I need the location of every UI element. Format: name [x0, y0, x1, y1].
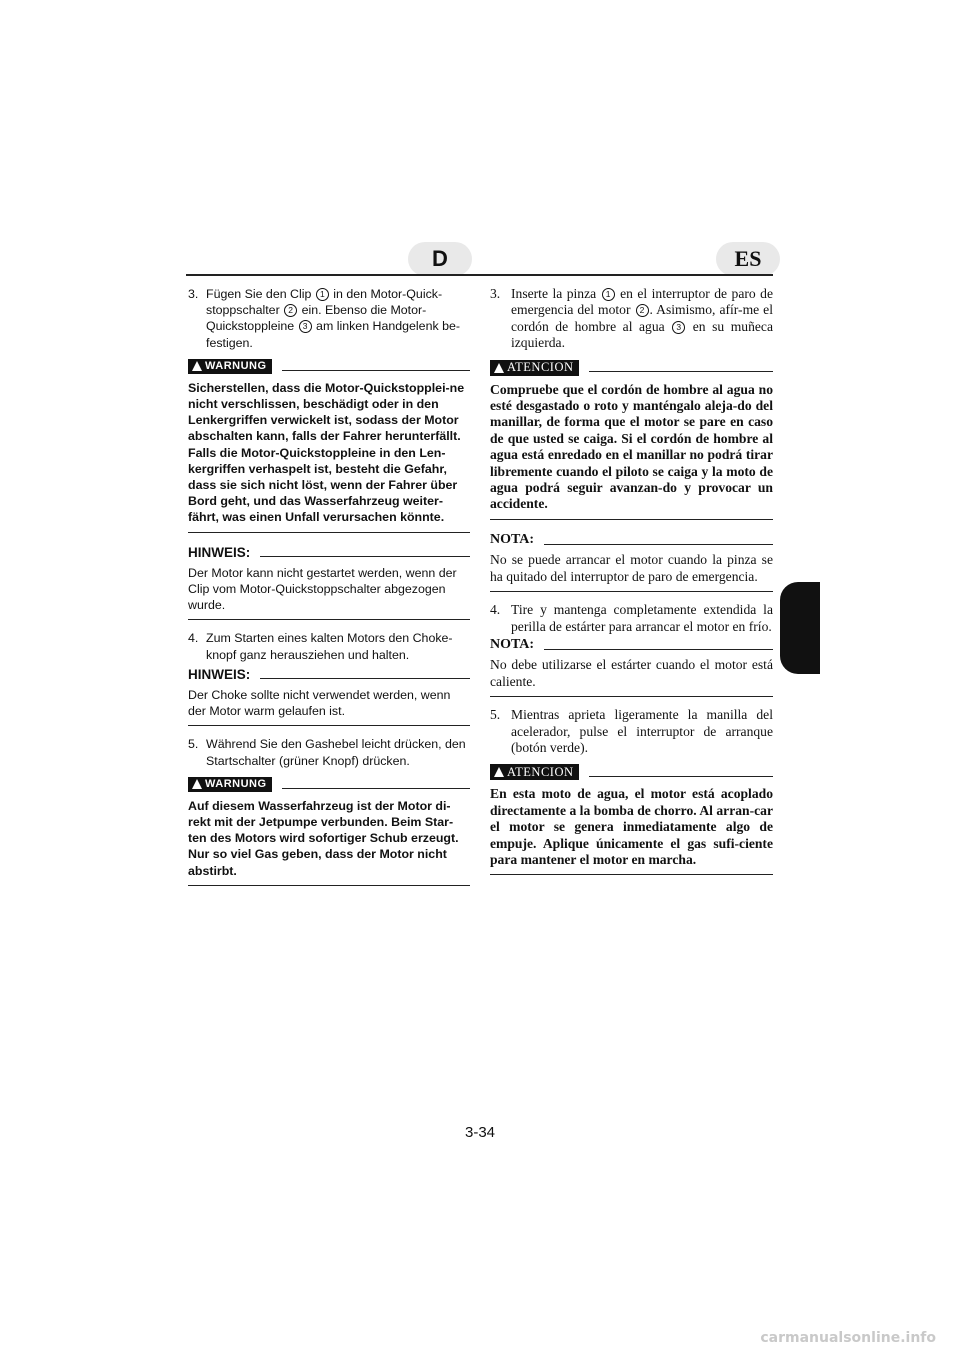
chapter-tab [780, 582, 820, 674]
warning-text: Auf diesem Wasserfahrzeug ist der Motor di-rekt mit der Jetpumpe verbunden. Beim Star-ten des Motors wird sofortiger Schub erzeugt. Nur so viel Gas geben, dass der Motor nicht abstirbt. [188, 798, 470, 886]
language-badge-spanish: ES [716, 242, 780, 276]
callout-2: 2 [284, 304, 297, 317]
warning-rule [589, 776, 774, 777]
page-number: 3-34 [464, 1124, 496, 1141]
warning-badge: ATENCION [490, 360, 579, 376]
warning-header [490, 764, 773, 780]
warning-badge: WARNUNG [188, 777, 272, 792]
warning-badge: WARNUNG [188, 359, 272, 374]
warning-triangle-icon [192, 361, 202, 371]
callout-2: 2 [636, 304, 649, 317]
warning-text: Compruebe que el cordón de hombre al agua no esté desgastado o roto y manténgalo aleja-do del manillar, de forma que el motor se pare en caso de que usted se caiga. Si el cordón de hombre al agua está enredado en el manillar no podrá tirar libremente cuando el piloto se caiga y la moto de agua podrá seguir avanzan-do y provocar un accidente. [490, 382, 773, 520]
step-4: 4. Tire y mantenga completamente extendida la perilla de estárter para arrancar el motor en frío. [490, 602, 773, 634]
note-header: NOTA: [490, 637, 773, 653]
step-5: 5. Mientras aprieta ligeramente la manilla del acelerador, pulse el interruptor de arranque (botón verde). [490, 707, 773, 755]
step-3: 3. Inserte la pinza 1 en el interruptor de paro de emergencia del motor 2 . Asimismo, afír-me el cordón de hombre al agua 3 en su muñeca izquierda. [490, 286, 773, 351]
callout-3: 3 [299, 320, 312, 333]
watermark: carmanualsonline.info [760, 1330, 936, 1346]
language-badge-german: D [408, 242, 472, 276]
warning-header [188, 359, 470, 374]
callout-1: 1 [602, 288, 615, 301]
german-column [188, 286, 470, 886]
warning-triangle-icon [494, 767, 504, 777]
note-text: Der Motor kann nicht gestartet werden, wenn der Clip vom Motor-Quickstoppschalter abgezogen wurde. [188, 565, 470, 621]
note-rule [544, 649, 773, 650]
step-3: 3. Fügen Sie den Clip 1 in den Motor-Quick-stoppschalter 2 ein. Ebenso die Motor-Quickstoppleine 3 am linken Handgelenk be-festigen. [188, 287, 461, 350]
warning-text: Sicherstellen, dass die Motor-Quickstopplei-ne nicht verschlissen, beschädigt oder in den Lenkergriffen verwickelt ist, sodass der Motor abschalten kann, falls der Fahrer herunterfällt. Falls die Motor-Quickstoppleine in den Len-kergriffen verhaspelt ist, besteht die Gefahr, dass sie sich nicht löst, wenn der Fahrer über Bord geht, und das Wasserfahrzeug weiter-fährt, was einen Unfall verursachen könnte. [188, 380, 470, 533]
warning-text: En esta moto de agua, el motor está acoplado directamente a la bomba de chorro. Al arran-car el motor se genera inmediatamente algo de empuje. Aplique únicamente el gas sufi-ciente para mantener el motor en marcha. [490, 786, 773, 875]
note-text: No debe utilizarse el estárter cuando el motor está caliente. [490, 657, 773, 697]
warning-rule [282, 370, 470, 371]
note-header: HINWEIS: [188, 545, 470, 561]
warning-rule [589, 371, 774, 372]
note-text: Der Choke sollte nicht verwendet werden, wenn der Motor warm gelaufen ist. [188, 687, 470, 726]
callout-1: 1 [316, 288, 329, 301]
note-rule [260, 678, 470, 679]
note-rule [260, 556, 470, 557]
note-rule [544, 544, 773, 545]
step-4: 4. Zum Starten eines kalten Motors den Choke-knopf ganz herausziehen und halten. [188, 631, 453, 662]
spanish-column [490, 286, 773, 875]
warning-header [188, 777, 470, 792]
warning-badge: ATENCION [490, 764, 579, 780]
callout-3: 3 [672, 321, 685, 334]
warning-header [490, 360, 773, 376]
warning-triangle-icon [494, 363, 504, 373]
warning-rule [282, 788, 470, 789]
warning-triangle-icon [192, 779, 202, 789]
step-5: 5. Während Sie den Gashebel leicht drücken, den Startschalter (grüner Knopf) drücken. [188, 737, 466, 768]
note-header: HINWEIS: [188, 667, 470, 683]
note-header: NOTA: [490, 532, 773, 548]
header-rule [186, 274, 773, 276]
note-text: No se puede arrancar el motor cuando la pinza se ha quitado del interruptor de paro de emergencia. [490, 552, 773, 592]
